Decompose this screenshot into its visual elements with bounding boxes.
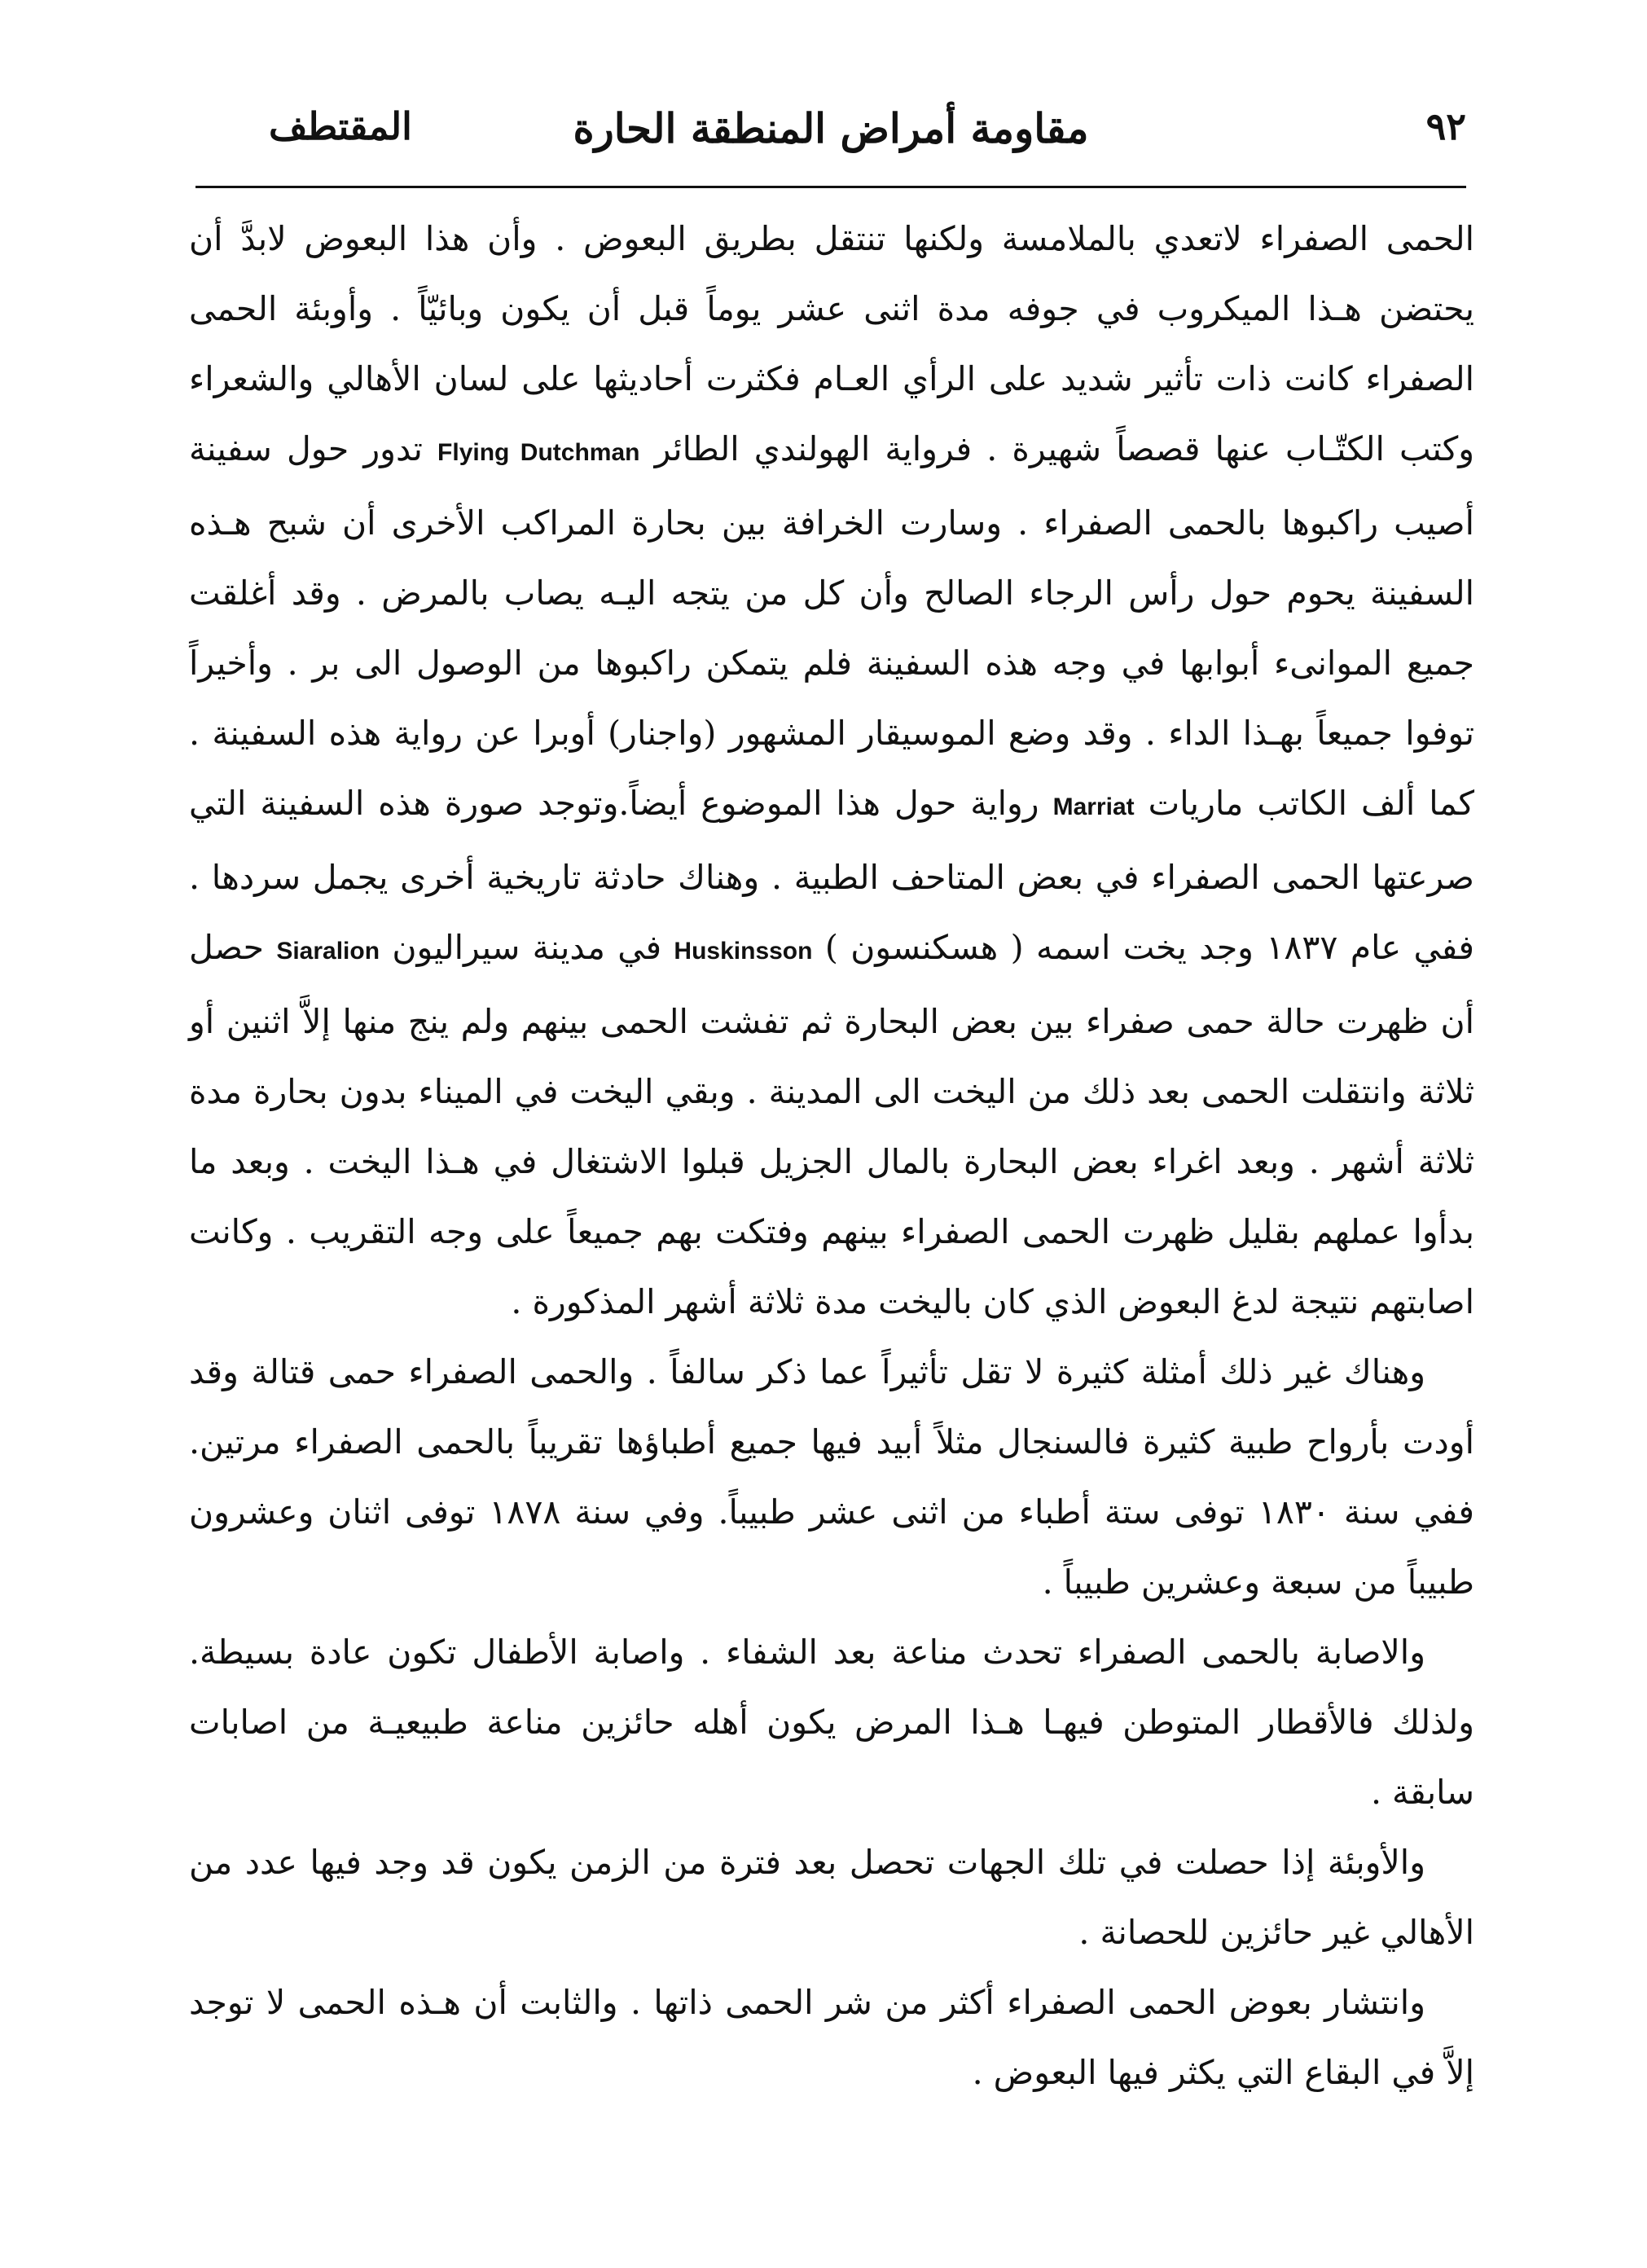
running-title: مقاومة أمراض المنطقة الحارة: [573, 104, 1089, 152]
text-segment: حصل أن ظهرت حالة حمى صفراء بين بعض البحارة ثم تفشت الحمى بينهم ولم ينج منها إلاَّ اثنين أو ثلاثة وانتقلت الحمى بعد ذلك من اليخت الى المدينة . وبقي اليخت في الميناء بدون بحارة مدة ثلاثة أشهر . وبعد اغراء بعض البحارة بالمال الجزيل قبلوا الاشتغال في هـذا اليخت . وبعد ما بدأوا عملهم بقليل ظهرت الحمى الصفراء بينهم وفتكت بهم جميعاً على وجه التقريب . وكانت اصابتهم نتيجة لدغ البعوض الذي كان باليخت مدة ثلاثة أشهر المذكورة .: [189, 928, 1474, 1321]
text-segment: في مدينة سيراليون: [380, 928, 674, 967]
text-segment: والاصابة بالحمى الصفراء تحدث مناعة بعد الشفاء . واصابة الأطفال تكون عادة بسيطة. ولذلك فالأقطار المتوطن فيهـا هـذا المرض يكون أهله حائزين مناعة طبيعيـة من اصابات سابقة .: [189, 1633, 1474, 1812]
body-text: [189, 204, 1474, 2108]
text-segment: والأوبئة إذا حصلت في تلك الجهات تحصل بعد فترة من الزمن يكون قد وجد فيها عدد من الأهالي غير حائزين للحصانة .: [189, 1843, 1474, 1952]
paragraph: [189, 1617, 1474, 1827]
paragraph: [189, 1827, 1474, 1967]
text-segment: تدور حول سفينة أصيب راكبوها بالحمى الصفراء . وسارت الخرافة بين بحارة المراكب الأخرى أن شبح هـذه السفينة يحوم حول رأس الرجاء الصالح وأن كل من يتجه اليـه يصاب بالمرض . وقد أغلقت جميع الموانىء أبوابها في وجه هذه السفينة فلم يتمكن راكبوها من الوصول الى بر . وأخيراً توفوا جميعاً بهـذا الداء . وقد وضع الموسيقار المشهور (واجنار) أوبرا عن رواية هذه السفينة . كما ألف الكاتب ماريات: [189, 429, 1474, 823]
latin-term: Marriat: [1052, 793, 1135, 820]
header-divider: [195, 186, 1466, 188]
paragraph: [189, 1967, 1474, 2108]
page-header: [195, 104, 1466, 178]
journal-name: المقتطف: [269, 104, 412, 148]
latin-term: Huskinsson: [674, 938, 813, 965]
paragraph: [189, 204, 1474, 1337]
text-segment: الحمى الصفراء لاتعدي بالملامسة ولكنها تنتقل بطريق البعوض . وأن هذا البعوض لابدَّ أن يحتضن هـذا الميكروب في جوفه مدة اثنى عشر يوماً قبل أن يكون وبائيّاً . وأوبئة الحمى الصفراء كانت ذات تأثير شديد على الرأي العـام فكثرت أحاديثها على لسان الأهالي والشعراء وكتب الكتّـاب عنها قصصاً شهيرة . فرواية الهولندي الطائر: [189, 219, 1475, 468]
page-number: ٩٢: [1425, 104, 1466, 148]
text-segment: رواية حول هذا الموضوع أيضاً.وتوجد صورة هذه السفينة التي صرعتها الحمى الصفراء في بعض المتاحف الطبية . وهناك حادثة تاريخية أخرى يجمل سردها . ففي عام ١٨٣٧ وجد يخت اسمه ( هسكنسون ): [189, 784, 1475, 967]
latin-term: Siaralion: [276, 938, 380, 965]
text-segment: وهناك غير ذلك أمثلة كثيرة لا تقل تأثيراً عما ذكر سالفاً . والحمى الصفراء حمى قتالة وقد أودت بأرواح طبية كثيرة فالسنجال مثلاً أبيد فيها جميع أطباؤها تقريباً بالحمى الصفراء مرتين. ففي سنة ١٨٣٠ توفى ستة أطباء من اثنى عشر طبيباً. وفي سنة ١٨٧٨ توفى اثنان وعشرون طبيباً من سبعة وعشرين طبيباً .: [189, 1352, 1474, 1602]
paragraph: [189, 1337, 1474, 1617]
latin-term: Flying Dutchman: [437, 439, 640, 466]
text-segment: وانتشار بعوض الحمى الصفراء أكثر من شر الحمى ذاتها . والثابت أن هـذه الحمى لا توجد إلاَّ في البقاع التي يكثر فيها البعوض .: [189, 1983, 1474, 2092]
